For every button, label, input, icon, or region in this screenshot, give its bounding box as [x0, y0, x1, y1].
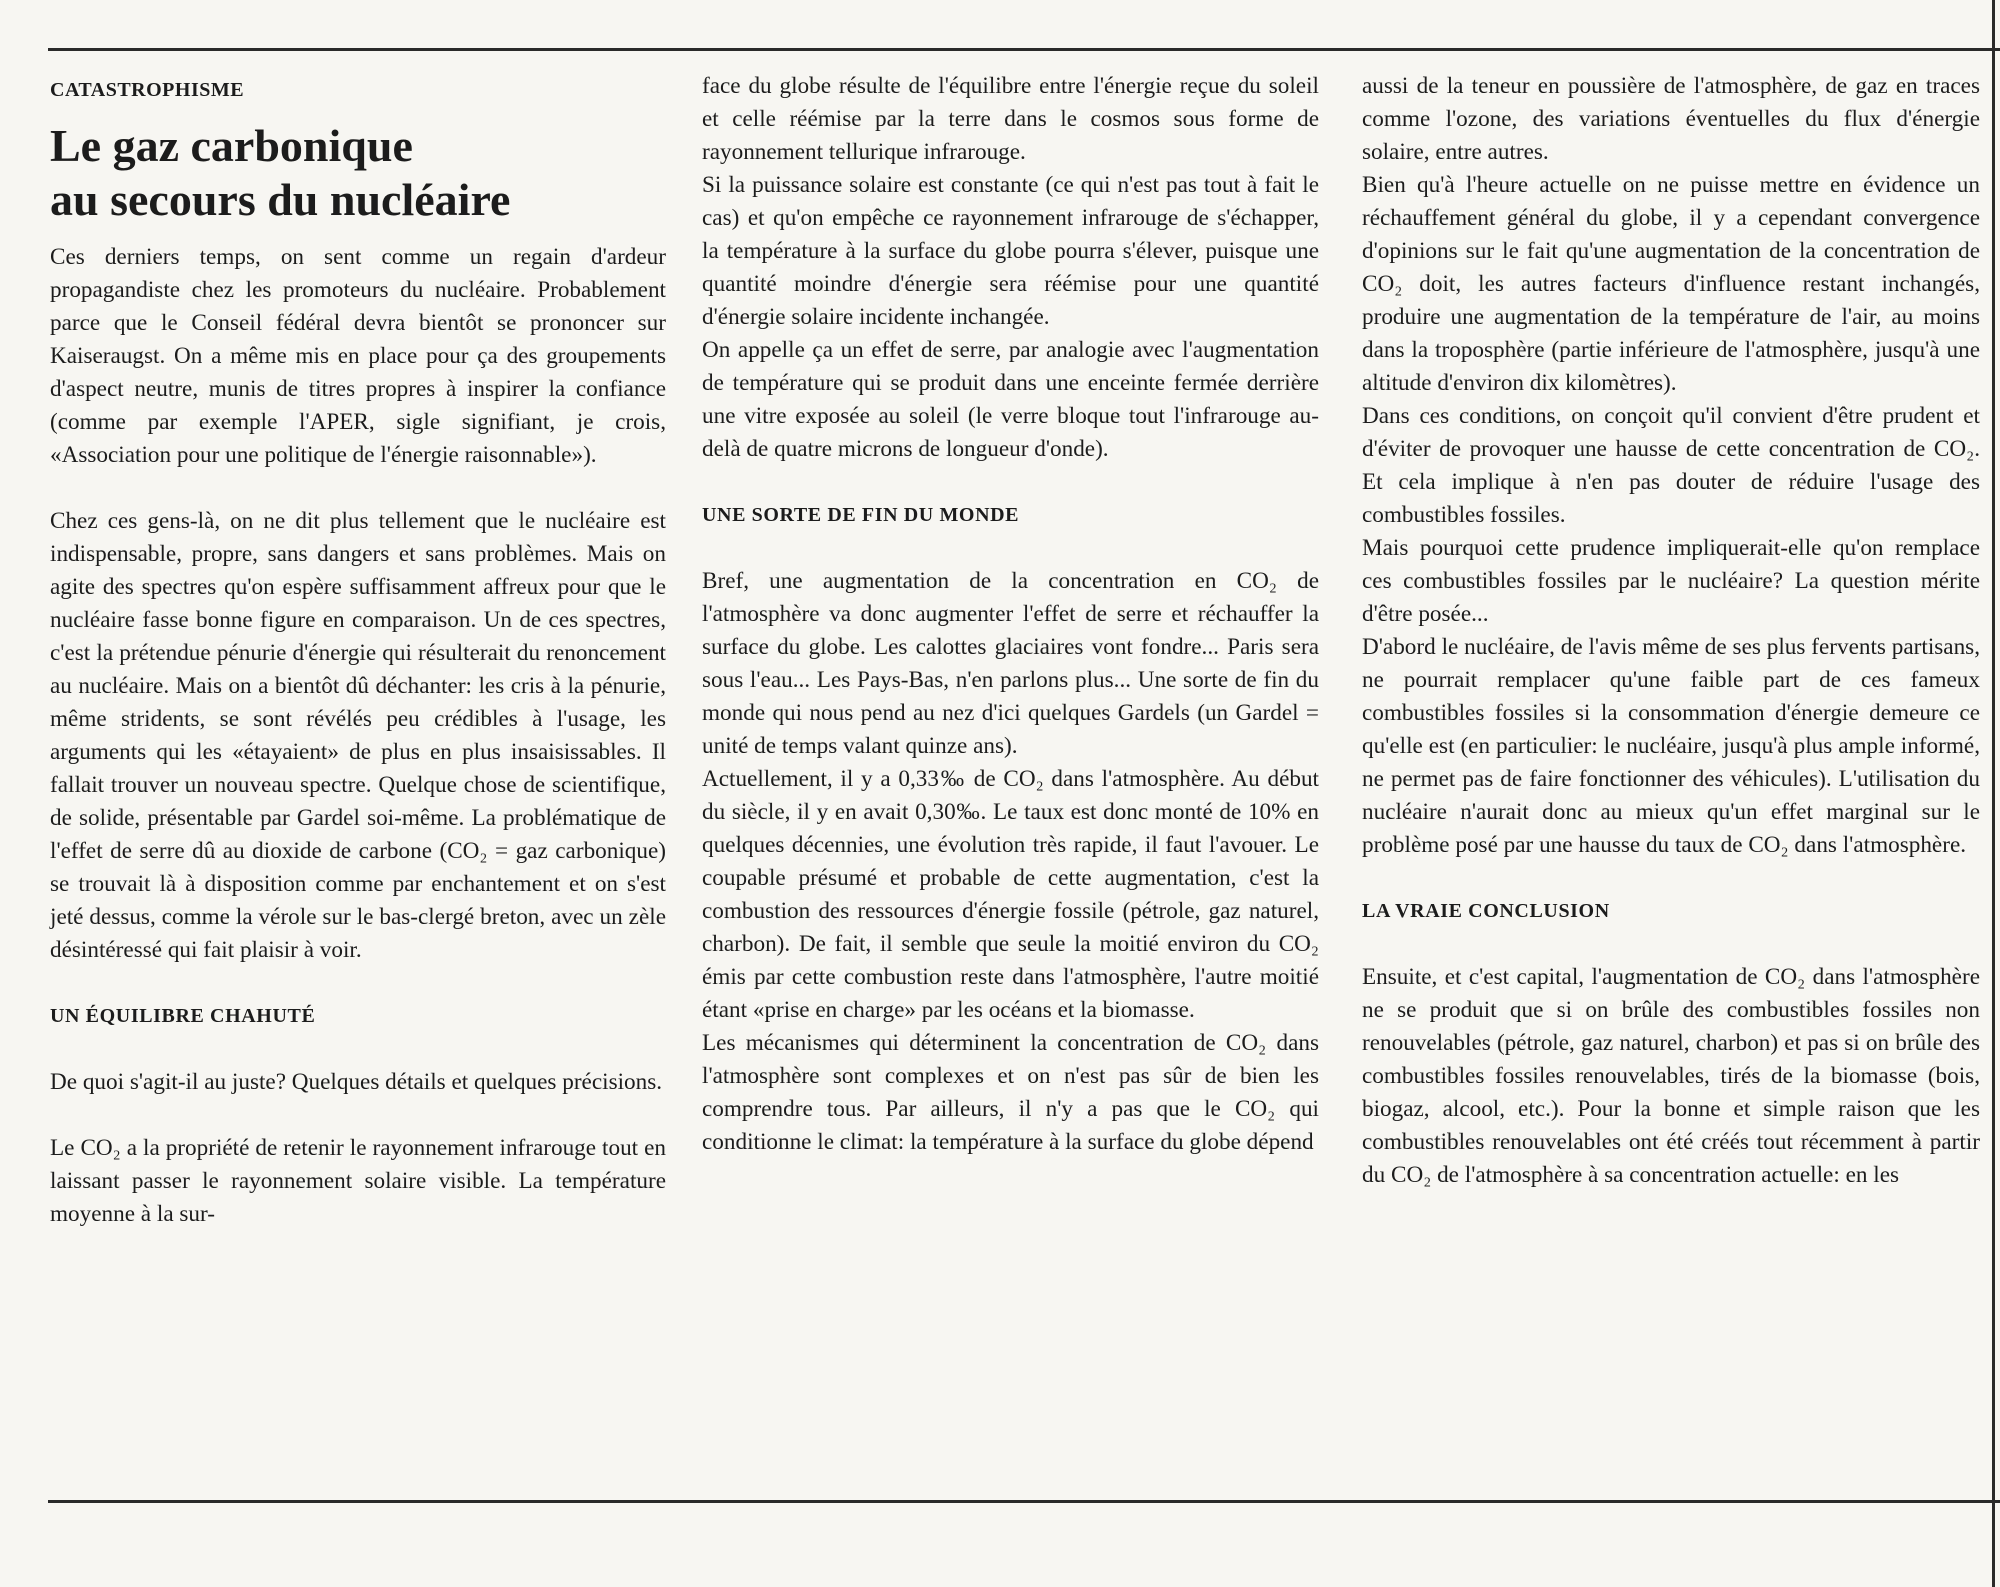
- kicker: CATASTROPHISME: [50, 79, 245, 101]
- paragraph: face du globe résulte de l'équilibre entre l'énergie reçue du soleil et celle réémise par la terre dans le cosmos sous forme de rayonnement tellurique infrarouge.: [702, 73, 1319, 165]
- headline: [50, 119, 666, 227]
- paragraph: Les mécanismes qui déterminent la concentration de CO₂ dans l'atmosphère sont complexes et on n'est pas sûr de bien les comprendre tous. Par ailleurs, il n'y a pas que le CO₂ qui conditionne le climat: la température à la surface du globe dépend: [702, 1030, 1319, 1155]
- paragraph: Ensuite, et c'est capital, l'augmentation de CO₂ dans l'atmosphère ne se produit que si on brûle des combustibles fossiles non renouvelables (pétrole, gaz naturel, charbon) et pas si on brûle des combustibles fossiles renouvelables, tirés de la biomasse (bois, biogaz, alcool, etc.). Pour la bonne et simple raison que les combustibles renouvelables ont été créés tout récemment à partir du CO₂ de l'atmosphère à sa concentration actuelle: en les: [1362, 964, 1980, 1188]
- paragraph: Dans ces conditions, on conçoit qu'il convient d'être prudent et d'éviter de provoquer une hausse de cette concentration de CO₂. Et cela implique à n'en pas douter de réduire l'usage des combustibles fossiles.: [1362, 403, 1980, 528]
- bottom-rule: [48, 1500, 2000, 1503]
- section-heading: UNE SORTE DE FIN DU MONDE: [702, 504, 1020, 526]
- paragraph: Chez ces gens-là, on ne dit plus tellement que le nucléaire est indispensable, propre, sans dangers et sans problèmes. Mais on agite des spectres qu'on espère suffisamment affreux pour que le nucléaire fasse bonne figure en comparaison. Un de ces spectres, c'est la prétendue pénurie d'énergie qui résulterait du renoncement au nucléaire. Mais on a bientôt dû déchanter: les cris à la pénurie, même stridents, se sont révélés peu crédibles à l'usage, les arguments qui les «étayaient» de plus en plus insaisissables. Il fallait trouver un nouveau spectre. Quelque chose de scientifique, de solide, présentable par Gardel soi-même. La problématique de l'effet de serre dû au dioxide de carbone (CO₂ = gaz carbonique) se trouvait là à disposition comme par enchantement et on s'est jeté dessus, comme la vérole sur le bas-clergé breton, avec un zèle désintéressé qui fait plaisir à voir.: [50, 508, 666, 963]
- section-heading: LA VRAIE CONCLUSION: [1362, 900, 1610, 922]
- paragraph: Si la puissance solaire est constante (ce qui n'est pas tout à fait le cas) et qu'on empêche ce rayonnement infrarouge de s'échapper, la température à la surface du globe pourra s'élever, puisque une quantité moindre d'énergie sera réémise pour une quantité d'énergie solaire incidente inchangée.: [702, 172, 1319, 330]
- paragraph: De quoi s'agit-il au juste? Quelques détails et quelques précisions.: [50, 1069, 663, 1095]
- column-3: [1362, 70, 1980, 1192]
- paragraph: Ces derniers temps, on sent comme un regain d'ardeur propagandiste chez les promoteurs du nucléaire. Probablement parce que le Conseil fédéral devra bientôt se prononcer sur Kaiseraugst. On a même mis en place pour ça des groupements d'aspect neutre, munis de titres propres à inspirer la confiance (comme par exemple l'APER, sigle signifiant, je crois, «Association pour une politique de l'énergie raisonnable»).: [50, 244, 666, 468]
- paragraph: Le CO₂ a la propriété de retenir le rayonnement infrarouge tout en laissant passer le rayonnement solaire visible. La température moyenne à la sur-: [50, 1135, 666, 1227]
- paragraph: D'abord le nucléaire, de l'avis même de ses plus fervents partisans, ne pourrait remplacer qu'une faible part de ces fameux combustibles fossiles si la consommation d'énergie demeure ce qu'elle est (en particulier: le nucléaire, jusqu'à plus ample informé, ne permet pas de faire fonctionner des véhicules). L'utilisation du nucléaire n'aurait donc au mieux qu'un effet marginal sur le problème posé par une hausse du taux de CO₂ dans l'atmosphère.: [1362, 634, 1980, 858]
- headline-line-1: Le gaz carbonique: [50, 120, 413, 171]
- top-rule: [48, 48, 2000, 51]
- headline-line-2: au secours du nucléaire: [50, 174, 511, 225]
- column-2: [702, 70, 1319, 1159]
- section-heading: UN ÉQUILIBRE CHAHUTÉ: [50, 1005, 316, 1027]
- paragraph: On appelle ça un effet de serre, par analogie avec l'augmentation de température qui se produit dans une enceinte fermée derrière une vitre exposée au soleil (le verre bloque tout l'infrarouge au-delà de quatre microns de longueur d'onde).: [702, 337, 1319, 462]
- paragraph: Bref, une augmentation de la concentration en CO₂ de l'atmosphère va donc augmenter l'effet de serre et réchauffer la surface du globe. Les calottes glaciaires vont fondre... Paris sera sous l'eau... Les Pays-Bas, n'en parlons plus... Une sorte de fin du monde qui nous pend au nez d'ici quelques Gardels (un Gardel = unité de temps valant quinze ans).: [702, 568, 1319, 759]
- right-rule: [1992, 0, 1995, 1587]
- column-1: [50, 70, 666, 1231]
- paragraph: Bien qu'à l'heure actuelle on ne puisse mettre en évidence un réchauffement général du globe, il y a cependant convergence d'opinions sur le fait qu'une augmentation de la concentration de CO₂ doit, les autres facteurs d'influence restant inchangés, produire une augmentation de la température de l'air, au moins dans la troposphère (partie inférieure de l'atmosphère, jusqu'à une altitude d'environ dix kilomètres).: [1362, 172, 1980, 396]
- paragraph: Mais pourquoi cette prudence impliquerait-elle qu'on remplace ces combustibles fossiles par le nucléaire? La question mérite d'être posée...: [1362, 535, 1980, 627]
- paragraph: Actuellement, il y a 0,33‰ de CO₂ dans l'atmosphère. Au début du siècle, il y en avait 0,30‰. Le taux est donc monté de 10% en quelques décennies, une évolution très rapide, il faut l'avouer. Le coupable présumé et probable de cette augmentation, c'est la combustion des ressources d'énergie fossile (pétrole, gaz naturel, charbon). De fait, il semble que seule la moitié environ du CO₂ émis par cette combustion reste dans l'atmosphère, l'autre moitié étant «prise en charge» par les océans et la biomasse.: [702, 766, 1319, 1023]
- paragraph: aussi de la teneur en poussière de l'atmosphère, de gaz en traces comme l'ozone, des variations éventuelles du flux d'énergie solaire, entre autres.: [1362, 73, 1980, 165]
